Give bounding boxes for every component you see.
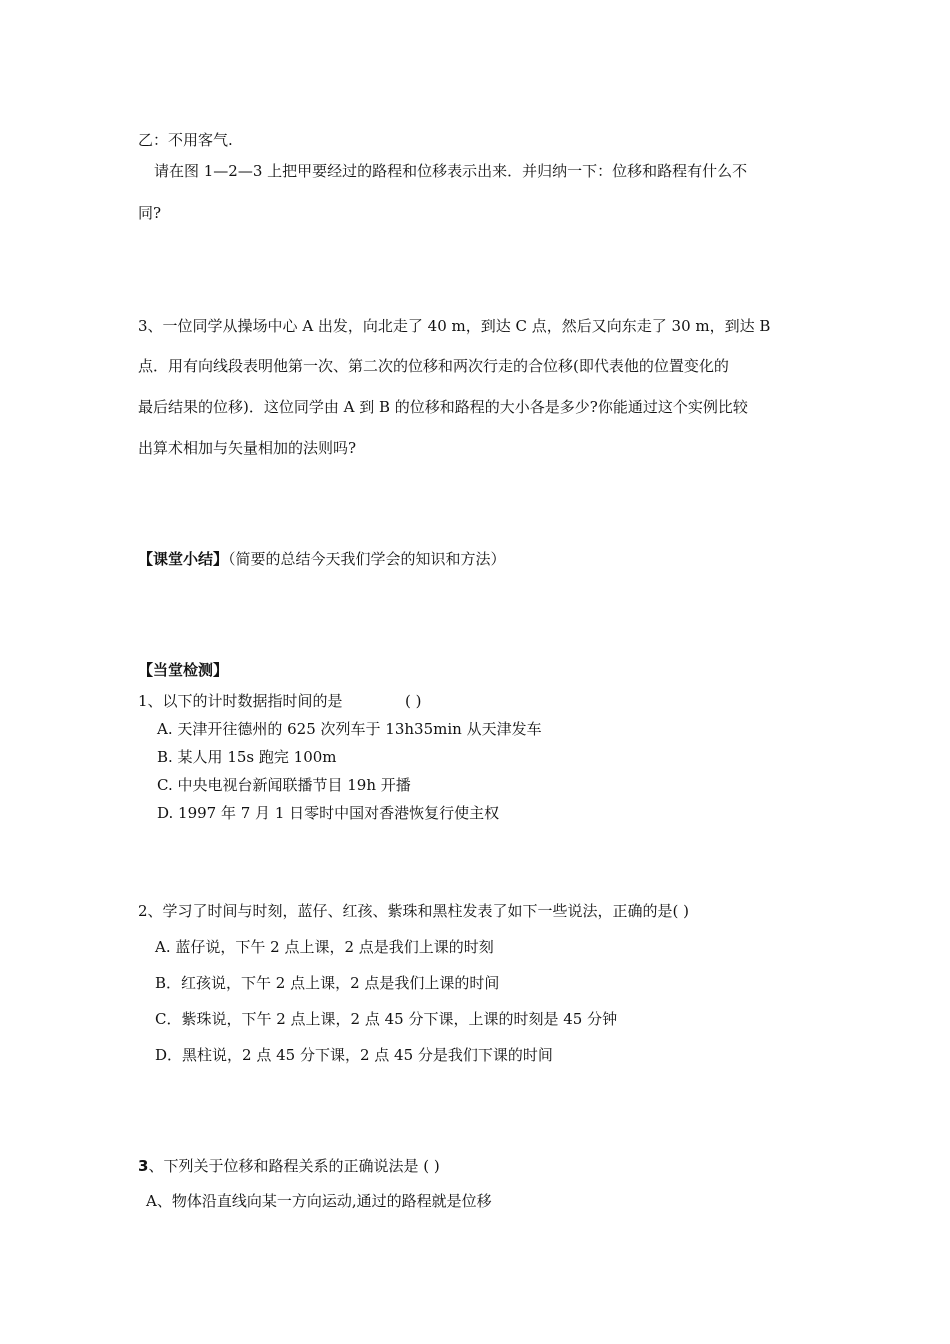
problem3-line-4: 出算术相加与矢量相加的法则吗? [138, 439, 357, 457]
q3-option-a: A、物体沿直线向某一方向运动,通过的路程就是位移 [146, 1192, 492, 1210]
problem3-line-3: 最后结果的位移)．这位同学由 A 到 B 的位移和路程的大小各是多少?你能通过这个实例比较 [138, 398, 748, 416]
q1-option-d: D. 1997 年 7 月 1 日零时中国对香港恢复行使主权 [157, 804, 500, 822]
summary-note: （简要的总结今天我们学会的知识和方法） [228, 550, 506, 568]
q1-option-b: B. 某人用 15s 跑完 100m [157, 748, 337, 766]
q2-option-b: B．红孩说，下午 2 点上课，2 点是我们上课的时间 [155, 974, 500, 992]
q1-stem-row [138, 691, 343, 711]
problem3-line-2: 点．用有向线段表明他第一次、第二次的位移和两次行走的合位移(即代表他的位置变化的 [138, 357, 729, 375]
q1-option-c: C. 中央电视台新闻联播节目 19h 开播 [157, 776, 411, 794]
dialogue-reply: 乙：不用客气. [138, 131, 233, 149]
q3-stem-row [138, 1156, 440, 1176]
problem3-line-1: 3、一位同学从操场中心 A 出发，向北走了 40 m，到达 C 点，然后又向东走了 30 m，到达 B [138, 317, 771, 335]
q2-option-d: D．黑柱说，2 点 45 分下课，2 点 45 分是我们下课的时间 [155, 1046, 553, 1064]
summary-heading: 【课堂小结】 [138, 550, 229, 568]
q1-stem: 1、以下的计时数据指时间的是 [138, 692, 343, 710]
q2-option-a: A. 蓝仔说，下午 2 点上课，2 点是我们上课的时刻 [155, 938, 494, 956]
summary-section [138, 549, 506, 569]
q2-option-c: C．紫珠说，下午 2 点上课，2 点 45 分下课，上课的时刻是 45 分钟 [155, 1010, 618, 1028]
task-paragraph-line-2: 同? [138, 204, 162, 222]
test-heading: 【当堂检测】 [138, 661, 229, 679]
q3-number: 3 [138, 1157, 149, 1175]
task-paragraph-line-1: 请在图 1—2—3 上把甲要经过的路程和位移表示出来．并归纳一下：位移和路程有什么不 [154, 162, 748, 180]
q3-stem: 、下列关于位移和路程关系的正确说法是 ( ) [148, 1157, 440, 1175]
q2-stem: 2、学习了时间与时刻，蓝仔、红孩、紫珠和黑柱发表了如下一些说法，正确的是( ) [138, 902, 690, 920]
q1-option-a: A. 天津开往德州的 625 次列车于 13h35min 从天津发车 [157, 720, 542, 738]
q1-answer-blank: ( ) [405, 692, 422, 710]
